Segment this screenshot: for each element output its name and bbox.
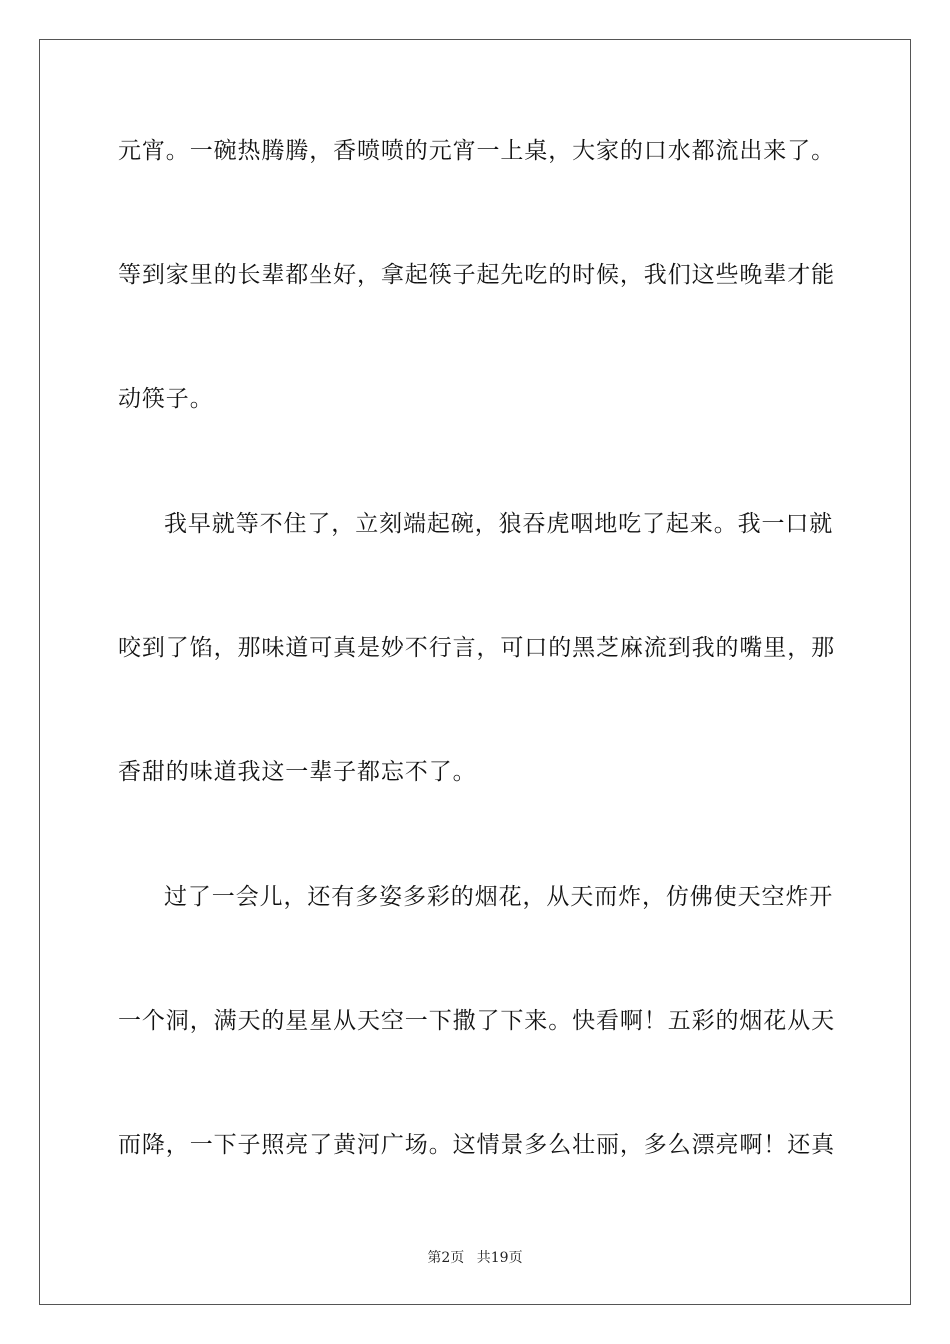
text-line-6: 香甜的味道我这一辈子都忘不了。 [118, 759, 477, 785]
text-line-8: 一个洞，满天的星星从天空一下撒了下来。快看啊！五彩的烟花从天 [118, 1008, 835, 1034]
text-line-1: 元宵。一碗热腾腾，香喷喷的元宵一上桌，大家的口水都流出来了。 [118, 138, 835, 164]
text-line-2: 等到家里的长辈都坐好，拿起筷子起先吃的时候，我们这些晚辈才能 [118, 262, 835, 288]
text-line-5: 咬到了馅，那味道可真是妙不行言，可口的黑芝麻流到我的嘴里，那 [118, 635, 835, 661]
page-number: 第2页 [427, 1250, 465, 1266]
text-line-7: 过了一会儿，还有多姿多彩的烟花，从天而炸，仿佛使天空炸开 [164, 884, 834, 910]
text-line-9: 而降，一下子照亮了黄河广场。这情景多么壮丽，多么漂亮啊！还真 [118, 1132, 835, 1158]
page-total: 共19页 [476, 1250, 523, 1266]
page-footer [0, 1247, 950, 1267]
text-line-4: 我早就等不住了，立刻端起碗，狼吞虎咽地吃了起来。我一口就 [164, 511, 834, 537]
page-border [39, 39, 911, 1305]
text-line-3: 动筷子。 [118, 386, 214, 412]
